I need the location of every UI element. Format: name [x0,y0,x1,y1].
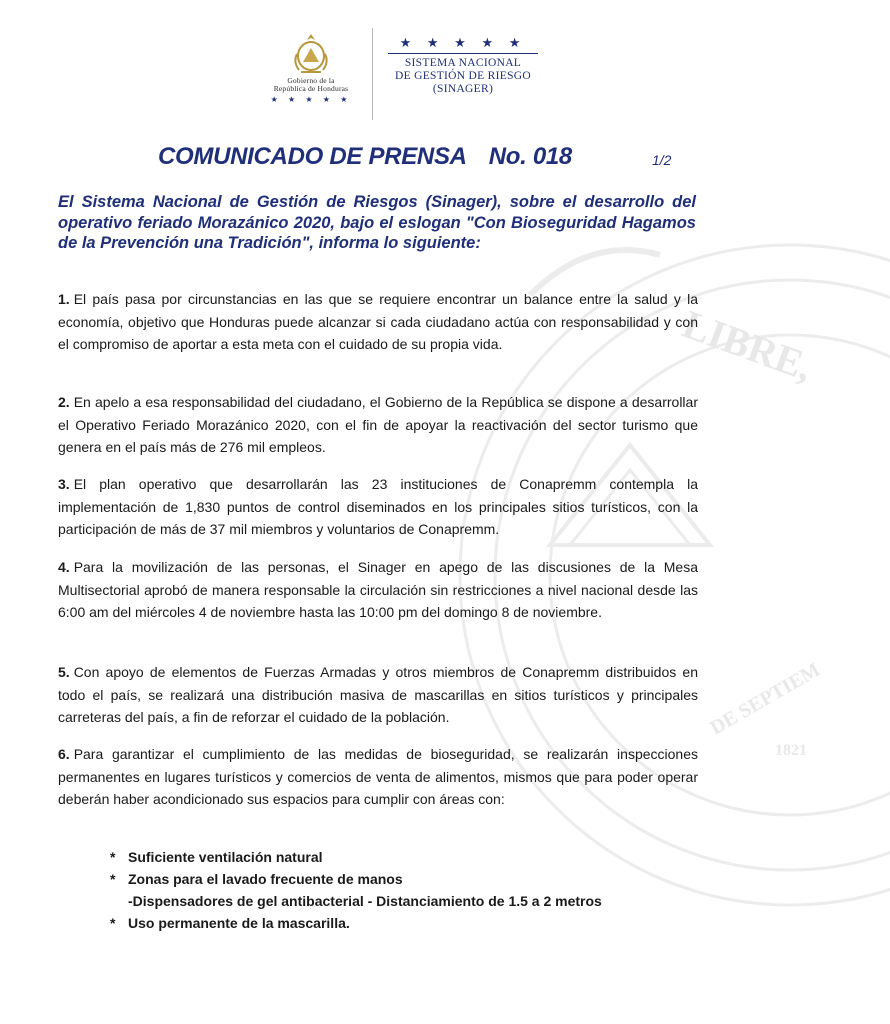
paragraph-text: Con apoyo de elementos de Fuerzas Armadas y otros miembros de Conapremm distribuidos en todo el país, se realizará una distribución masiva de mascarillas en sitios turísticos y principales carreteras del país, a fin de reforzar el cuidado de la población. [58,664,698,725]
bullet-marker: * [110,915,116,931]
paragraph-1 [58,288,698,356]
paragraph-3 [58,473,698,541]
list-item [110,868,710,890]
bullet-marker: * [110,849,116,865]
paragraph-text: Para la movilización de las personas, el Sinager en apego de las discusiones de la Mesa Multisectorial aprobó de manera responsable la circulación sin restricciones a nivel nacional desde las 6:00 am del miércoles 4 de noviembre hasta las 10:00 pm del domingo 8 de noviembre. [58,559,698,620]
watermark-text-3: 1821 [775,742,807,759]
title-text: COMUNICADO DE PRENSA [158,143,467,170]
sinager-name-line2: DE GESTIÓN DE RIESGO [394,70,531,82]
watermark-text-1: LIBRE, [676,301,819,390]
intro-paragraph: El Sistema Nacional de Gestión de Riesgos (Sinager), sobre el desarrollo del operativo feriado Morazánico 2020, bajo el eslogan "Con Bioseguridad Hagamos de la Prevención una Tradición", informa lo siguiente: [58,193,696,252]
paragraph-number: 2. [58,394,70,410]
coat-of-arms-icon [291,32,331,76]
paragraph-number: 3. [58,476,70,492]
watermark-text-2: DE SEPTIEM [706,658,824,740]
paragraph-2 [58,391,698,459]
list-item [110,912,710,934]
header-divider [372,28,373,120]
paragraph-text: En apelo a esa responsabilidad del ciudadano, el Gobierno de la República se dispone a desarrollar el Operativo Feriado Morazánico 2020, con el fin de apoyar la reactivación del sector turismo que genera en el país más de 276 mil empleos. [58,394,698,455]
paragraph-6 [58,743,698,811]
list-item-text: Zonas para el lavado frecuente de manos [128,871,403,887]
gov-name-line1: Gobierno de la [287,76,335,85]
requirements-list [110,846,710,934]
sinager-name-line3: (SINAGER) [432,83,494,95]
letterhead [255,28,555,120]
paragraph-4 [58,556,698,624]
sinager-name-line1: SISTEMA NACIONAL [404,57,522,69]
page-indicator: 1/2 [652,152,672,168]
sinager-logo [383,36,543,96]
paragraph-number: 1. [58,291,70,307]
list-item-subtext: -Dispensadores de gel antibacterial - Distanciamiento de 1.5 a 2 metros [128,893,602,909]
paragraph-number: 4. [58,559,70,575]
government-logo [255,28,367,120]
paragraph-text: El plan operativo que desarrollarán las 23 instituciones de Conapremm contempla la implementación de 1,830 puntos de control diseminados en los principales sitios turísticos, con la participación de más de 37 mil miembros y voluntarios de Conapremm. [58,476,698,537]
gov-stars: ★ ★ ★ ★ ★ [270,95,352,104]
list-item-text: Uso permanente de la mascarilla. [128,915,350,931]
paragraph-number: 5. [58,664,70,680]
sinager-stars: ★ ★ ★ ★ ★ [399,35,527,50]
list-item [110,846,710,868]
release-number: No. 018 [488,143,572,170]
page-title [158,143,572,171]
paragraph-5 [58,661,698,729]
paragraph-text: Para garantizar el cumplimiento de las medidas de bioseguridad, se realizarán inspecciones permanentes en lugares turísticos y comercios de venta de alimentos, mismos que para poder operar deberán haber acondicionado sus espacios para cumplir con áreas con: [58,746,698,807]
sinager-rule [388,53,538,54]
paragraph-text: El país pasa por circunstancias en las que se requiere encontrar un balance entre la salud y la economía, objetivo que Honduras puede alcanzar si cada ciudadano actúa con responsabilidad y con el compromiso de aportar a esta meta con el cuidado de su propia vida. [58,291,698,352]
paragraph-number: 6. [58,746,70,762]
gov-name-line2: República de Honduras [273,84,349,93]
list-item-text: Suficiente ventilación natural [128,849,323,865]
bullet-marker: * [110,871,116,887]
